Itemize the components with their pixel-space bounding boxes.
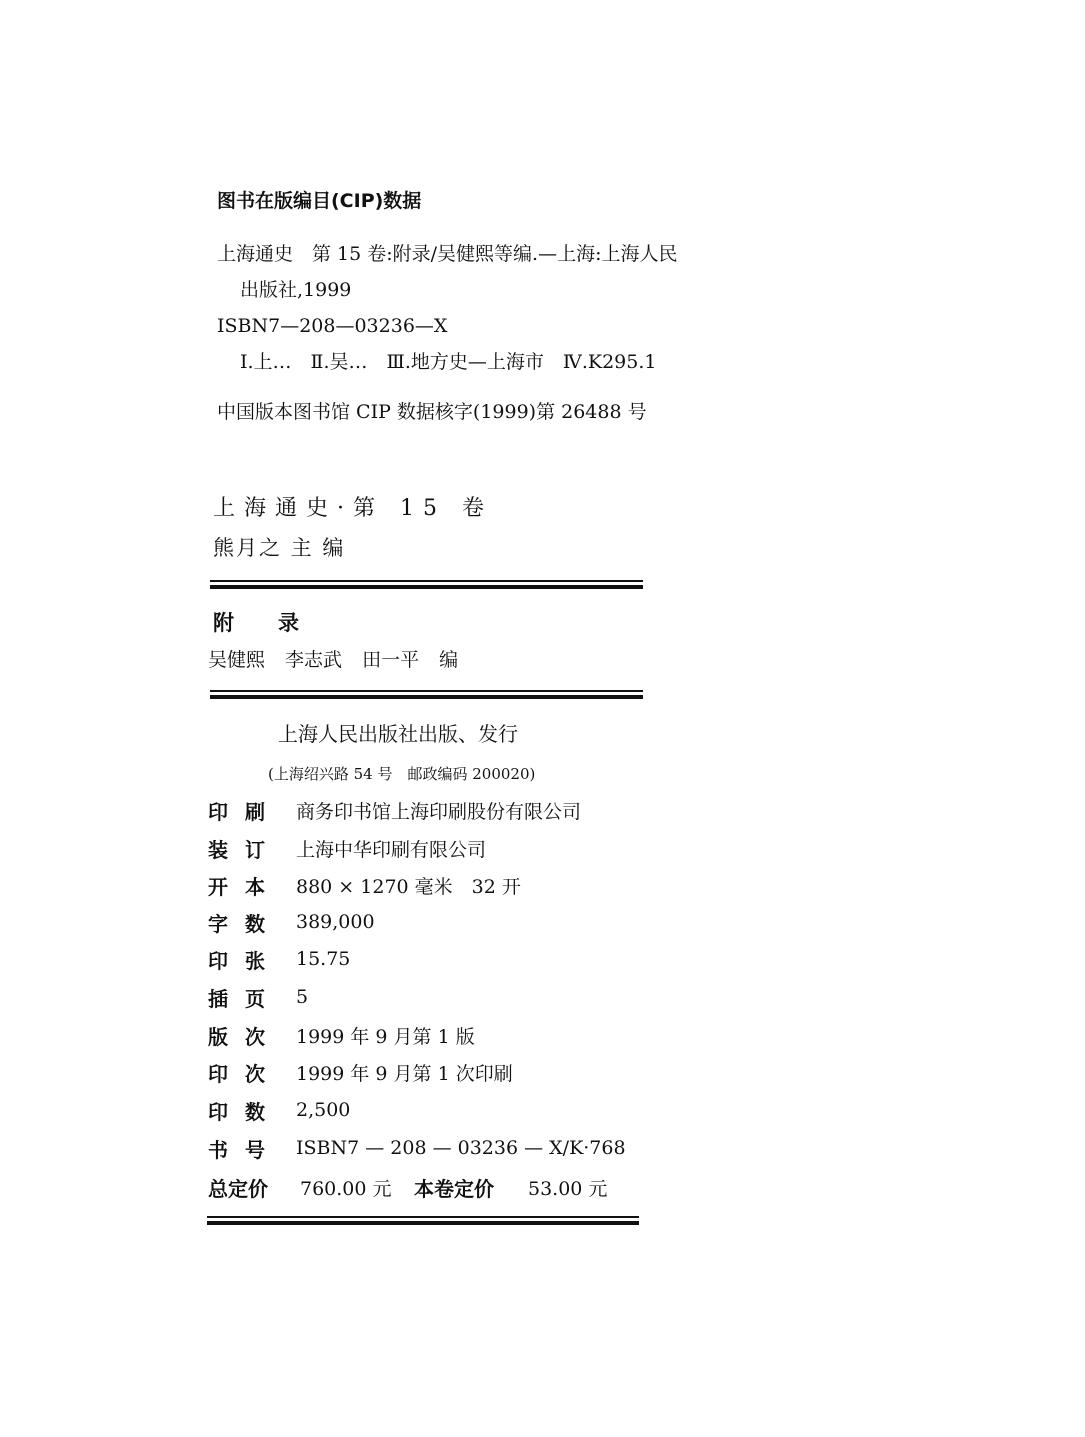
cip-entry-line: 出版社,1999 [240, 279, 352, 301]
publisher-line: 上海人民出版社出版、发行 [278, 722, 518, 746]
detail-row [208, 1095, 350, 1125]
volume-price-value: 53.00 元 [528, 1177, 608, 1200]
detail-value: 15.75 [296, 948, 351, 970]
chief-editor: 熊月之 主 编 [213, 536, 346, 560]
volume-price-label: 本卷定价 [414, 1176, 494, 1201]
detail-row [208, 795, 581, 825]
detail-row [208, 982, 308, 1012]
detail-value: ISBN7 — 208 — 03236 — X/K·768 [296, 1137, 626, 1159]
detail-value: 上海中华印刷有限公司 [296, 838, 487, 861]
cip-record-number: 中国版本图书馆 CIP 数据核字(1999)第 26488 号 [217, 401, 647, 423]
price-row [208, 1172, 607, 1202]
divider-top-thick [210, 585, 643, 589]
detail-value: 2,500 [296, 1099, 351, 1121]
total-price-label: 总定价 [208, 1176, 268, 1201]
detail-label: 字数 [208, 911, 282, 936]
detail-label: 版次 [208, 1024, 282, 1049]
detail-value: 880 × 1270 毫米 32 开 [296, 875, 521, 898]
divider-middle-thick [210, 695, 643, 699]
detail-label: 开本 [208, 874, 282, 899]
divider-middle [210, 690, 643, 692]
detail-value: 1999 年 9 月第 1 次印刷 [296, 1062, 513, 1085]
volume-title: 附录 [213, 611, 343, 635]
cip-subject-line: Ⅰ.上… Ⅱ.吴… Ⅲ.地方史—上海市 Ⅳ.K295.1 [240, 351, 657, 373]
cip-entry-line: 上海通史 第 15 卷:附录/吴健熙等编.—上海:上海人民 [217, 243, 678, 265]
cip-heading: 图书在版编目(CIP)数据 [217, 190, 422, 212]
divider-bottom-thick [207, 1221, 639, 1225]
detail-row [208, 944, 350, 974]
detail-label: 插页 [208, 986, 282, 1011]
detail-label: 印张 [208, 948, 282, 973]
detail-row [208, 1020, 475, 1050]
detail-label: 印数 [208, 1099, 282, 1124]
detail-row [208, 1057, 513, 1087]
detail-value: 389,000 [296, 911, 375, 933]
volume-editors: 吴健熙 李志武 田一平 编 [208, 649, 459, 671]
detail-row [208, 870, 521, 900]
detail-row [208, 907, 375, 937]
detail-value: 5 [296, 986, 309, 1008]
total-price-value: 760.00 元 [300, 1177, 392, 1200]
publisher-address: (上海绍兴路 54 号 邮政编码 200020) [268, 765, 536, 783]
divider-top [210, 580, 643, 582]
detail-label: 书号 [208, 1137, 282, 1162]
detail-value: 1999 年 9 月第 1 版 [296, 1025, 475, 1048]
cip-isbn-line: ISBN7—208—03236—X [217, 315, 448, 337]
detail-label: 印刷 [208, 799, 282, 824]
detail-label: 印次 [208, 1061, 282, 1086]
divider-bottom [207, 1216, 639, 1218]
detail-value: 商务印书馆上海印刷股份有限公司 [296, 800, 582, 823]
detail-label: 装订 [208, 837, 282, 862]
series-title: 上海通史·第 15 卷 [213, 496, 493, 521]
detail-row [208, 1133, 626, 1163]
detail-row [208, 833, 486, 863]
